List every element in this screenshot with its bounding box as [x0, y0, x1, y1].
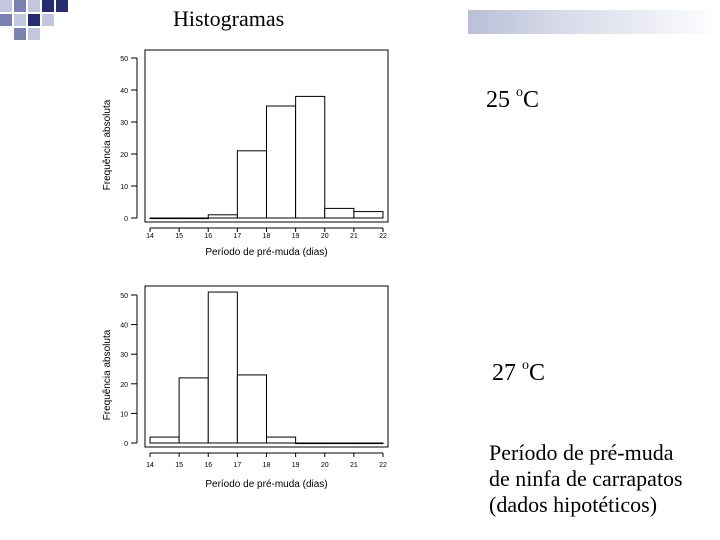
caption-line: (dados hipotéticos) [489, 492, 658, 517]
temperature-label-25 [486, 87, 539, 114]
histogram-bar [237, 151, 266, 218]
histogram-bar [179, 378, 208, 443]
caption [489, 440, 683, 518]
slide-title: Histogramas [173, 6, 285, 31]
x-tick-label: 18 [262, 233, 271, 240]
temperature-value: 25 [486, 87, 510, 113]
histogram-bar [179, 218, 208, 219]
y-tick-label: 20 [120, 152, 128, 159]
x-tick-label: 19 [291, 462, 300, 469]
x-tick-label: 15 [175, 462, 184, 469]
histogram-1 [102, 50, 388, 258]
x-tick-label: 19 [291, 233, 300, 240]
histogram-2 [102, 286, 388, 490]
x-tick-label: 22 [379, 233, 387, 240]
x-tick-label: 20 [320, 462, 329, 469]
temperature-label-27 [492, 360, 545, 387]
temperature-value: 27 [492, 360, 516, 386]
degree-symbol: o [516, 85, 523, 100]
x-tick-label: 17 [233, 462, 242, 469]
histogram-bar [354, 443, 383, 444]
y-axis-label: Frequência absoluta [102, 99, 113, 191]
x-tick-label: 21 [349, 233, 358, 240]
y-tick-label: 50 [120, 293, 128, 300]
caption-line: de ninfa de carrapatos [489, 466, 683, 491]
y-tick-label: 40 [120, 88, 128, 95]
histogram-bar [325, 443, 354, 444]
histogram-bar [267, 437, 296, 443]
histogram-bar [354, 212, 383, 218]
histogram-bar [296, 96, 325, 218]
histogram-bar [296, 443, 325, 444]
x-axis-label: Período de pré-muda (dias) [205, 479, 328, 490]
x-tick-label: 17 [233, 233, 242, 240]
y-tick-label: 10 [120, 411, 128, 419]
histogram-bar [150, 218, 179, 219]
histogram-bar [150, 437, 179, 443]
y-tick-label: 20 [120, 381, 128, 389]
histogram-bar [325, 208, 354, 218]
y-tick-label: 40 [120, 322, 128, 330]
y-tick-label: 30 [120, 120, 128, 127]
x-tick-label: 16 [204, 233, 213, 240]
y-axis-label: Frequência absoluta [102, 329, 113, 421]
degree-symbol: o [522, 358, 529, 373]
x-tick-label: 22 [379, 462, 387, 469]
x-tick-label: 18 [262, 462, 271, 469]
y-tick-label: 0 [124, 441, 128, 448]
y-tick-label: 30 [120, 352, 128, 360]
temperature-unit: C [529, 360, 546, 386]
caption-line: Período de pré-muda [489, 440, 674, 465]
histogram-bar [208, 292, 237, 443]
histogram-bar [267, 106, 296, 218]
x-tick-label: 20 [320, 233, 329, 240]
x-axis-label: Período de pré-muda (dias) [205, 247, 328, 258]
y-tick-label: 50 [120, 56, 128, 63]
histogram-bar [208, 215, 237, 218]
temperature-unit: C [523, 87, 540, 113]
x-tick-label: 15 [175, 233, 184, 240]
y-tick-label: 0 [124, 216, 128, 223]
histogram-bar [237, 375, 266, 443]
x-tick-label: 14 [146, 233, 154, 240]
x-tick-label: 21 [349, 462, 358, 469]
x-tick-label: 14 [146, 462, 154, 469]
x-tick-label: 16 [204, 462, 213, 469]
y-tick-label: 10 [120, 184, 128, 191]
